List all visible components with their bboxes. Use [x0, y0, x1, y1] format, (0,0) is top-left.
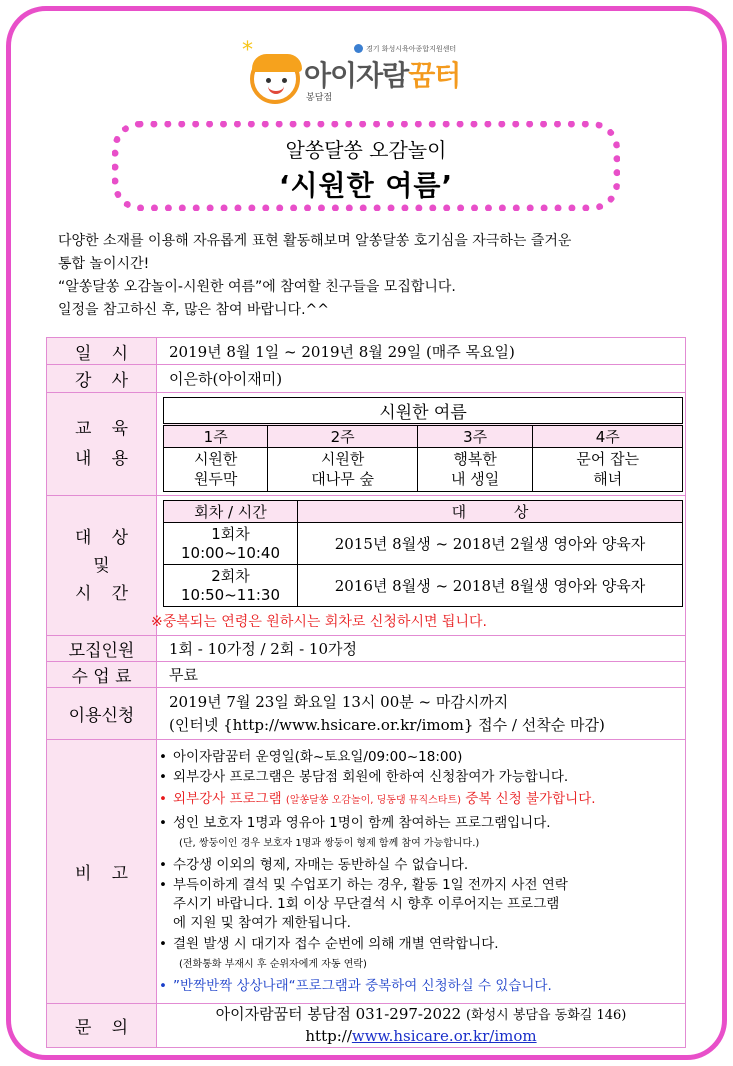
label-date: 일 시: [47, 338, 157, 365]
education-table: [163, 397, 683, 492]
label-education: 교 육 내 용: [47, 393, 157, 496]
title-subtitle: 알쏭달쏭 오감놀이: [285, 138, 447, 162]
website-link[interactable]: www.hsicare.or.kr/imom: [351, 1027, 537, 1045]
label-contact: 문 의: [47, 1004, 157, 1048]
topic-2: 시원한 대나무 숲: [268, 447, 418, 491]
table-row: [164, 565, 683, 607]
value-date: 2019년 8월 1일 ~ 2019년 8월 29일 (매주 목요일): [157, 338, 686, 365]
row-contact: [47, 1004, 686, 1048]
logo-org: 경기 화성시육아종합지원센터: [366, 45, 457, 53]
schedule-head-target: 대 상: [298, 501, 683, 523]
week-3: 3주: [417, 424, 533, 447]
value-education: [157, 393, 686, 496]
value-instructor: 이은하(아이재미): [157, 365, 686, 393]
label-instructor: 강 사: [47, 365, 157, 393]
list-item-note: (전화통화 부재시 후 순위자에게 자동 연락): [179, 959, 367, 970]
info-table: [46, 337, 686, 1048]
value-fee: 무료: [157, 662, 686, 688]
education-title: 시원한 여름: [164, 397, 683, 424]
value-target: [151, 496, 686, 636]
list-item: • 수강생 이외의 형제, 자매는 동반하실 수 없습니다.: [159, 857, 469, 873]
logo-brand: 아이자람꿈터: [304, 59, 461, 92]
list-item: • 아이자람꿈터 운영일(화~토요일/09:00~18:00): [159, 749, 463, 765]
row-fee: [47, 662, 686, 688]
star-icon: *: [242, 38, 253, 63]
list-item: • 성인 보호자 1명과 영유아 1명이 함께 참여하는 프로그램입니다.: [159, 815, 551, 831]
row-capacity: [47, 636, 686, 662]
session-2-target: 2016년 8월생 ~ 2018년 8월생 영아와 양육자: [298, 565, 683, 607]
row-remarks: [47, 740, 686, 1004]
label-remarks: 비 고: [47, 740, 157, 1004]
value-capacity: 1회 - 10가정 / 2회 - 10가정: [157, 636, 686, 662]
intro-text: [58, 230, 682, 322]
topic-4: 문어 잡는 해녀: [533, 447, 683, 491]
row-education: [47, 393, 686, 496]
row-apply: [47, 688, 686, 740]
label-fee: 수 업 료: [47, 662, 157, 688]
list-item: • 외부강사 프로그램은 봉담점 회원에 한하여 신청참여가 가능합니다.: [159, 769, 569, 785]
topic-1: 시원한 원두막: [164, 447, 268, 491]
list-item: • 부득이하게 결석 및 수업포기 하는 경우, 활동 1일 전까지 사전 연락 주시기 바랍니다. 1회 이상 무단결석 시 향후 이루어지는 프로그램 에 지원 및 참여가 제한됩니다.: [159, 877, 568, 931]
schedule-head-session: 회차 / 시간: [164, 501, 298, 523]
label-target: 대 상 및 시 간: [47, 496, 157, 636]
intro-line: 다양한 소재를 이용해 자유롭게 표현 활동해보며 알쏭달쏭 호기심을 자극하는 즐거운: [58, 233, 572, 249]
duplicate-age-note: ※중복되는 연령은 원하시는 회차로 신청하시면 됩니다.: [151, 614, 487, 630]
week-1: 1주: [164, 424, 268, 447]
session-1-target: 2015년 8월생 ~ 2018년 2월생 영아와 양육자: [298, 523, 683, 565]
org-mark-icon: [354, 44, 363, 53]
row-instructor: [47, 365, 686, 393]
intro-line: 통합 놀이시간!: [58, 256, 150, 272]
title-box: [112, 121, 620, 211]
logo-branch: 봉담점: [306, 93, 333, 103]
intro-line: 일정을 참고하신 후, 많은 참여 바랍니다.^^: [58, 302, 329, 318]
list-item-note: (단, 쌍둥이인 경우 보호자 1명과 쌍둥이 형제 함께 참여 가능합니다.): [179, 838, 480, 849]
session-1: 1회차 10:00~10:40: [164, 523, 298, 565]
week-4: 4주: [533, 424, 683, 447]
list-item: • 결원 발생 시 대기자 접수 순번에 의해 개별 연락합니다.: [159, 936, 499, 952]
value-remarks: [157, 740, 686, 1004]
value-apply: 2019년 7월 23일 화요일 13시 00분 ~ 마감시까지 (인터넷 {http://www.hsicare.or.kr/imom} 접수 / 선착순 마감): [157, 688, 686, 740]
table-row: [164, 523, 683, 565]
schedule-table: [163, 500, 683, 607]
session-2: 2회차 10:50~11:30: [164, 565, 298, 607]
child-face-icon: [250, 54, 300, 104]
logo: [242, 38, 498, 106]
intro-line: “알쏭달쏭 오감놀이-시원한 여름”에 참여할 친구들을 모집합니다.: [58, 279, 456, 295]
topic-3: 행복한 내 생일: [417, 447, 533, 491]
week-2: 2주: [268, 424, 418, 447]
row-target: [47, 496, 686, 636]
list-item: • 외부강사 프로그램 (알쏭달쏭 오감놀이, 딩동댕 뮤직스타트) 중복 신청 불가합니다.: [159, 791, 596, 807]
title-main: ‘시원한 여름’: [278, 169, 454, 202]
row-date: [47, 338, 686, 365]
label-apply: 이용신청: [47, 688, 157, 740]
list-item: • ”반짝반짝 상상나래“프로그램과 중복하여 신청하실 수 있습니다.: [159, 978, 552, 994]
label-capacity: 모집인원: [47, 636, 157, 662]
value-contact: 아이자람꿈터 봉담점 031-297-2022 (화성시 봉담읍 동화길 146) http://www.hsicare.or.kr/imom: [157, 1004, 686, 1048]
